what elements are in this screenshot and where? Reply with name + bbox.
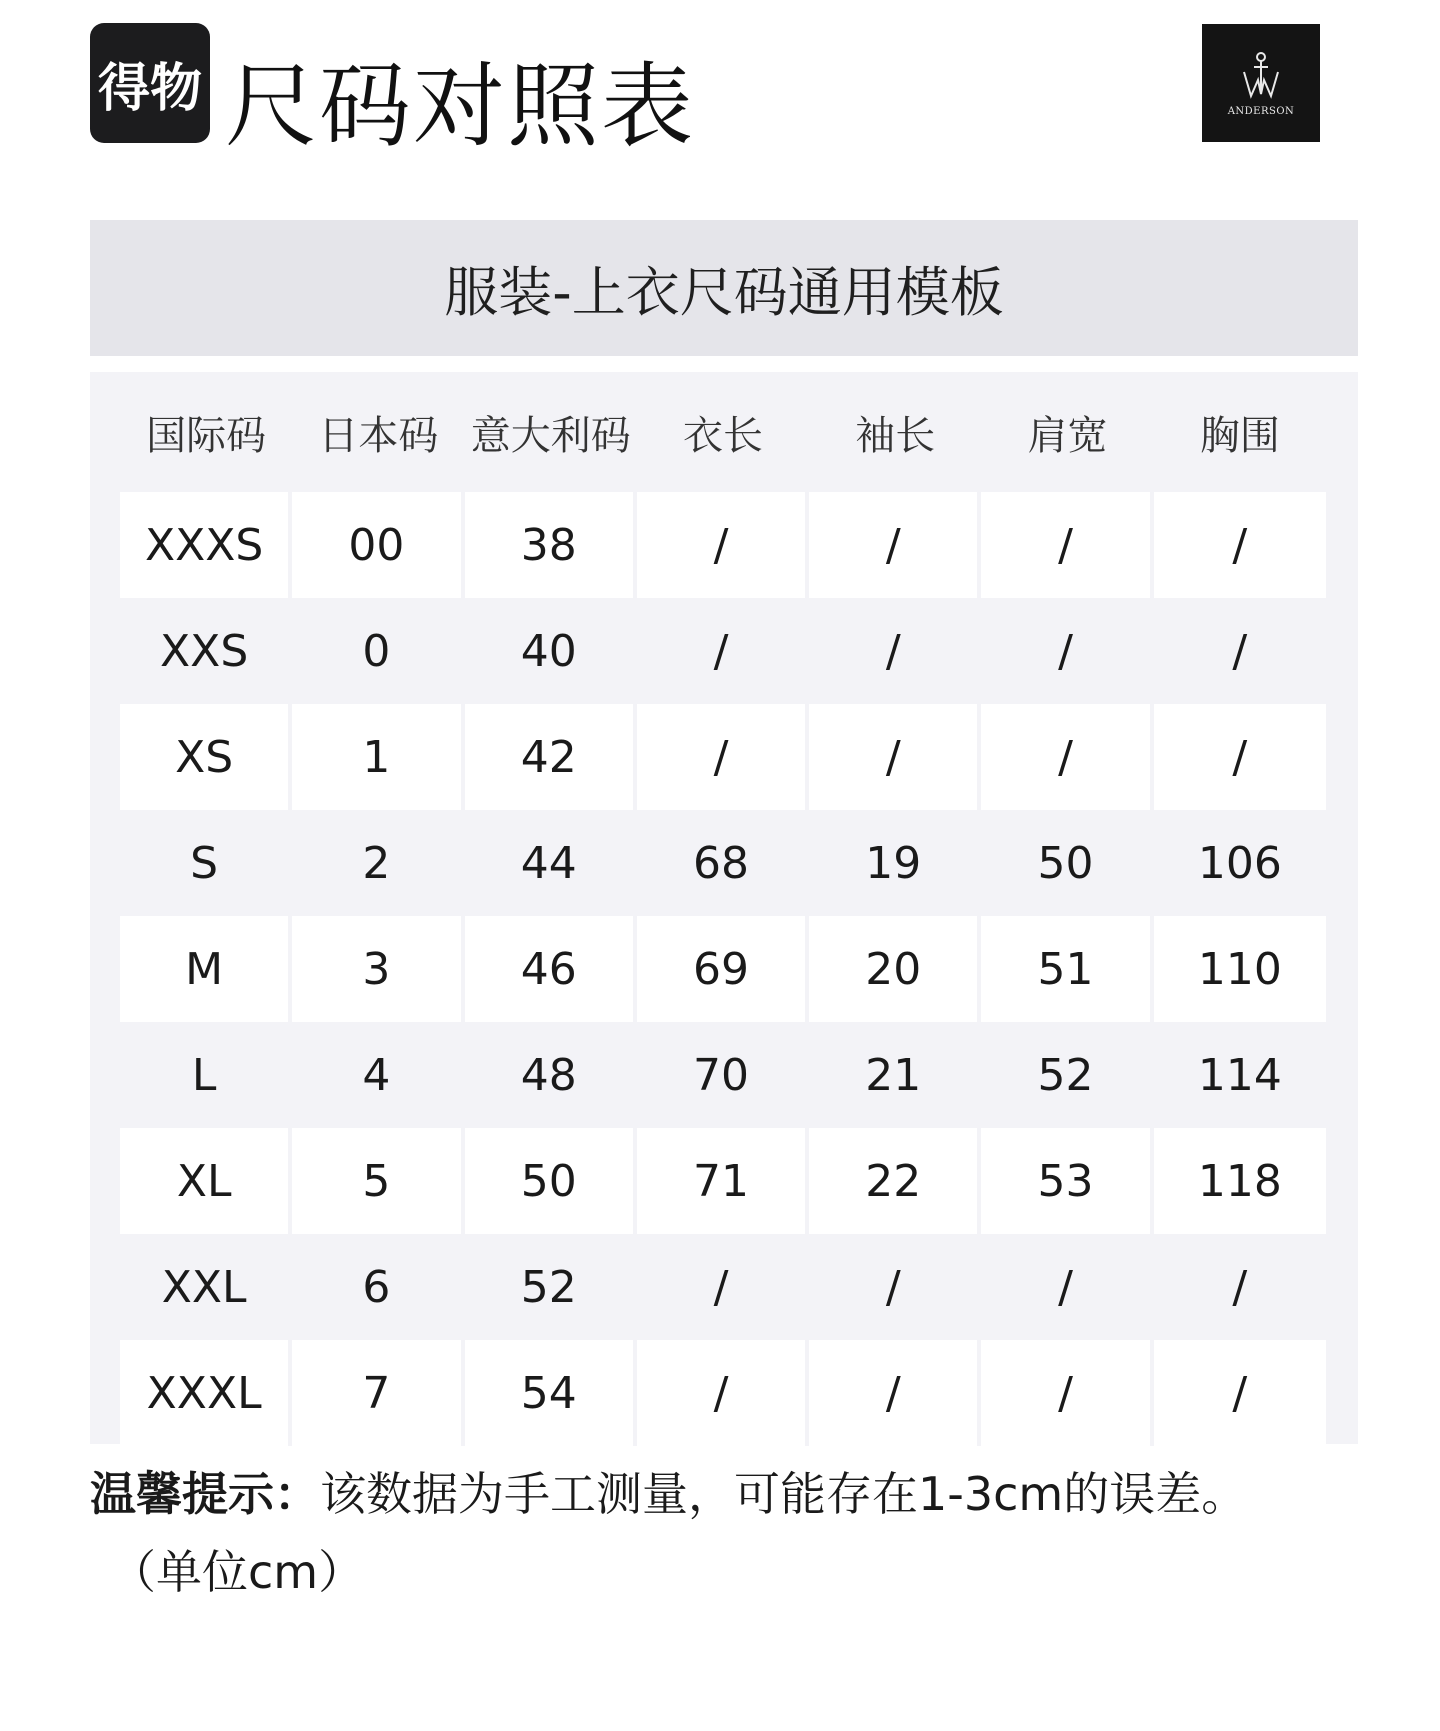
column-header: 意大利码 [470,412,631,459]
table-cell: 52 [465,1234,637,1340]
table-cell: M [120,916,292,1022]
table-cell: / [1154,1340,1326,1446]
table-row [120,810,1326,916]
table-cell: 118 [1154,1128,1326,1234]
table-cell: 38 [465,492,637,598]
table-cell: 106 [1154,810,1326,916]
table-cell: / [981,1340,1153,1446]
table-cell: 00 [292,492,464,598]
table-cell: / [637,598,809,704]
column-header: 袖长 [855,412,936,459]
table-cell: 51 [981,916,1153,1022]
table-cell: 2 [292,810,464,916]
table-cell: 46 [465,916,637,1022]
table-cell: 0 [292,598,464,704]
table-cell: 70 [637,1022,809,1128]
table-cell: 3 [292,916,464,1022]
table-row [120,598,1326,704]
table-cell: 68 [637,810,809,916]
table-cell: 44 [465,810,637,916]
table-row [120,916,1326,1022]
table-cell: 21 [809,1022,981,1128]
table-row [120,1234,1326,1340]
table-cell: S [120,810,292,916]
template-banner [90,220,1358,356]
table-cell: XXXL [120,1340,292,1446]
brand-logo [1202,24,1320,142]
table-cell: 20 [809,916,981,1022]
table-row [120,704,1326,810]
table-cell: / [637,704,809,810]
table-cell: / [1154,704,1326,810]
table-cell: / [637,1340,809,1446]
tip-unit: （单位cm） [110,1545,365,1599]
table-cell: / [809,1234,981,1340]
table-cell: 52 [981,1022,1153,1128]
table-cell: 4 [292,1022,464,1128]
table-cell: XXXS [120,492,292,598]
tip-label: 温馨提示： [90,1467,320,1521]
table-cell: / [809,492,981,598]
table-cell: / [981,598,1153,704]
table-cell: 114 [1154,1022,1326,1128]
table-cell: 50 [465,1128,637,1234]
table-cell: / [981,492,1153,598]
table-cell: 71 [637,1128,809,1234]
measurement-tip [90,1455,1360,1611]
column-header: 日本码 [318,412,439,459]
table-row [120,1128,1326,1234]
table-cell: XXL [120,1234,292,1340]
tip-text: 该数据为手工测量，可能存在1-3cm的误差。 [320,1467,1248,1521]
table-cell: L [120,1022,292,1128]
table-row [120,492,1326,598]
table-cell: 40 [465,598,637,704]
app-logo-text: 得物 [97,58,202,119]
table-row [120,1340,1326,1446]
table-cell: 53 [981,1128,1153,1234]
column-header: 衣长 [682,412,763,459]
table-cell: 6 [292,1234,464,1340]
table-row [120,1022,1326,1128]
anchor-icon [1234,50,1288,104]
table-cell: XL [120,1128,292,1234]
table-cell: 50 [981,810,1153,916]
table-cell: XS [120,704,292,810]
table-cell: 110 [1154,916,1326,1022]
table-header-row [120,372,1326,492]
table-cell: / [981,704,1153,810]
table-cell: 54 [465,1340,637,1446]
table-cell: / [809,1340,981,1446]
table-cell: / [981,1234,1153,1340]
page-title: 尺码对照表 [225,53,696,160]
template-title: 服装-上衣尺码通用模板 [444,260,1004,324]
size-table-panel [90,372,1358,1444]
table-cell: 48 [465,1022,637,1128]
column-header: 国际码 [146,412,267,459]
table-cell: 22 [809,1128,981,1234]
table-cell: / [1154,492,1326,598]
table-cell: / [1154,598,1326,704]
column-header: 肩宽 [1027,412,1108,459]
table-cell: 5 [292,1128,464,1234]
table-cell: / [1154,1234,1326,1340]
table-cell: 42 [465,704,637,810]
table-cell: 19 [809,810,981,916]
table-cell: / [637,492,809,598]
size-table [120,372,1326,1446]
table-cell: / [637,1234,809,1340]
app-logo [90,23,210,143]
table-cell: 1 [292,704,464,810]
column-header: 胸围 [1199,412,1280,459]
table-cell: 69 [637,916,809,1022]
table-cell: XXS [120,598,292,704]
table-cell: / [809,704,981,810]
brand-name: ANDERSON [1227,105,1295,117]
table-cell: / [809,598,981,704]
table-cell: 7 [292,1340,464,1446]
